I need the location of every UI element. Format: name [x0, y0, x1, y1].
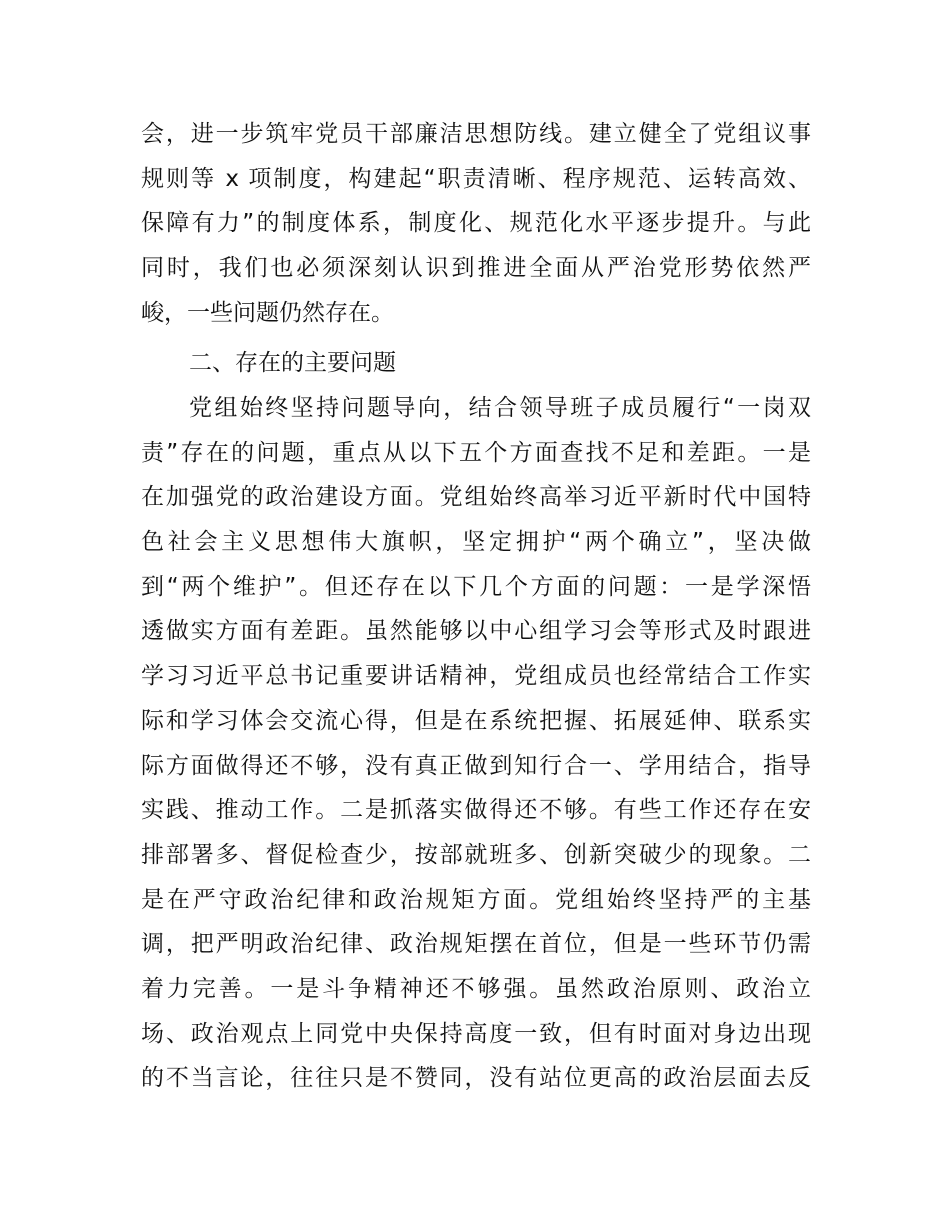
text-line: 峻，一些问题仍然存在。: [141, 299, 394, 326]
text-line: 同时，我们也必须深刻认识到推进全面从严治党形势依然严: [141, 255, 811, 282]
paragraph-problems: [141, 386, 811, 1101]
paragraph-continuation: [141, 112, 811, 335]
text-line: 规则等 x 项制度，构建起“职责清晰、程序规范、运转高效、: [141, 165, 811, 192]
text-line: 排部署多、督促检查少，按部就班多、创新突破少的现象。二: [141, 841, 811, 868]
text-line: 在加强党的政治建设方面。党组始终高举习近平新时代中国特: [141, 484, 811, 511]
text-line: 际方面做得还不够，没有真正做到知行合一、学用结合，指导: [141, 752, 811, 779]
text-line: 透做实方面有差距。虽然能够以中心组学习会等形式及时跟进: [141, 618, 811, 645]
text-line: 的不当言论，往往只是不赞同，没有站位更高的政治层面去反: [141, 1065, 811, 1092]
section-heading: [141, 341, 811, 386]
text-line: 党组始终坚持问题导向，结合领导班子成员履行“一岗双: [189, 395, 811, 421]
text-line: 是在严守政治纪律和政治规矩方面。党组始终坚持严的主基: [141, 886, 811, 913]
text-line: 场、政治观点上同党中央保持高度一致，但有时面对身边出现: [141, 1020, 811, 1047]
text-line: 际和学习体会交流心得，但是在系统把握、拓展延伸、联系实: [141, 707, 811, 734]
heading-line: 二、存在的主要问题: [189, 350, 396, 376]
text-line: 到“两个维护”。但还存在以下几个方面的问题：一是学深悟: [141, 573, 811, 600]
text-line: 色社会主义思想伟大旗帜，坚定拥护“两个确立”，坚决做: [141, 529, 811, 556]
text-line: 会，进一步筑牢党员干部廉洁思想防线。建立健全了党组议事: [141, 121, 811, 147]
text-line: 责”存在的问题，重点从以下五个方面查找不足和差距。一是: [141, 439, 811, 466]
text-line: 调，把严明政治纪律、政治规矩摆在首位，但是一些环节仍需: [141, 931, 811, 958]
text-line: 保障有力”的制度体系，制度化、规范化水平逐步提升。与此: [141, 210, 811, 237]
text-line: 学习习近平总书记重要讲话精神，党组成员也经常结合工作实: [141, 663, 811, 690]
text-line: 着力完善。一是斗争精神还不够强。虽然政治原则、政治立: [141, 975, 811, 1002]
text-line: 实践、推动工作。二是抓落实做得还不够。有些工作还存在安: [141, 797, 811, 824]
